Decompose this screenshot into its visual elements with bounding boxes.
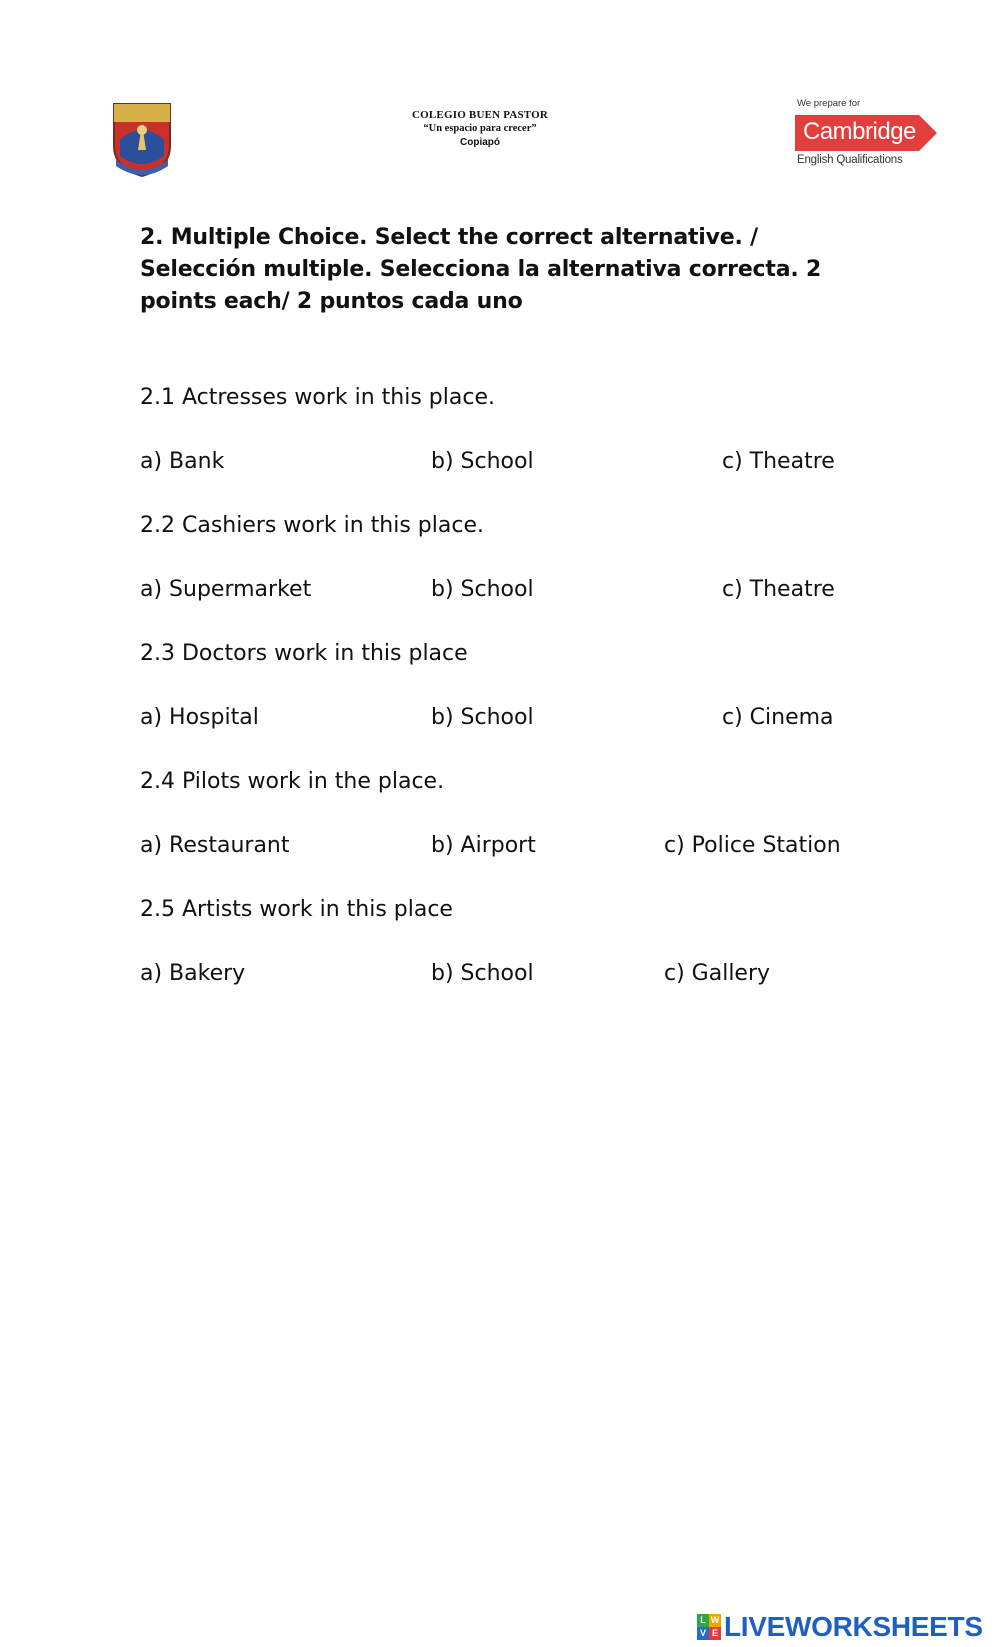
option-c[interactable]: c) Cinema bbox=[722, 705, 834, 730]
question-prompt: 2.2 Cashiers work in this place. bbox=[140, 513, 484, 538]
liveworksheets-text: LIVEWORKSHEETS bbox=[724, 1611, 983, 1642]
option-a[interactable]: a) Restaurant bbox=[140, 833, 290, 858]
option-b[interactable]: b) Airport bbox=[431, 833, 536, 858]
question-prompt: 2.5 Artists work in this place bbox=[140, 897, 453, 922]
logo-letter: W bbox=[710, 1615, 720, 1625]
school-city: Copiapó bbox=[460, 137, 500, 148]
option-b[interactable]: b) School bbox=[431, 449, 534, 474]
question-prompt: 2.1 Actresses work in this place. bbox=[140, 385, 495, 410]
logo-letter: V bbox=[697, 1627, 709, 1640]
school-name: COLEGIO BUEN PASTOR bbox=[411, 109, 549, 121]
section-instructions: 2. Multiple Choice. Select the correct alternative. / Selección multiple. Selecciona la alternativa correcta. 2 points each/ 2 puntos cada uno bbox=[140, 225, 822, 314]
cambridge-logo bbox=[795, 98, 945, 173]
option-c[interactable]: c) Police Station bbox=[664, 833, 841, 858]
school-crest-logo bbox=[110, 100, 174, 178]
question-prompt: 2.3 Doctors work in this place bbox=[140, 641, 468, 666]
option-c[interactable]: c) Gallery bbox=[664, 961, 771, 986]
option-a[interactable]: a) Bakery bbox=[140, 961, 246, 986]
logo-letter: E bbox=[709, 1627, 721, 1640]
cambridge-qualifications-text: English Qualifications bbox=[797, 154, 903, 166]
school-motto: “Un espacio para crecer” bbox=[423, 123, 537, 134]
logo-letter: L bbox=[697, 1614, 709, 1627]
option-b[interactable]: b) School bbox=[431, 705, 534, 730]
option-c[interactable]: c) Theatre bbox=[722, 449, 835, 474]
crest-icon bbox=[110, 100, 174, 178]
cambridge-brand-text: Cambridge bbox=[803, 118, 916, 145]
school-header bbox=[380, 108, 580, 150]
option-a[interactable]: a) Bank bbox=[140, 449, 225, 474]
liveworksheets-logo-icon bbox=[697, 1614, 721, 1640]
option-b[interactable]: b) School bbox=[431, 577, 534, 602]
option-a[interactable]: a) Supermarket bbox=[140, 577, 312, 602]
option-c[interactable]: c) Theatre bbox=[722, 577, 835, 602]
option-b[interactable]: b) School bbox=[431, 961, 534, 986]
question-prompt: 2.4 Pilots work in the place. bbox=[140, 769, 445, 794]
liveworksheets-watermark[interactable] bbox=[697, 1612, 983, 1642]
cambridge-prep-text: We prepare for bbox=[797, 98, 861, 109]
option-a[interactable]: a) Hospital bbox=[140, 705, 259, 730]
